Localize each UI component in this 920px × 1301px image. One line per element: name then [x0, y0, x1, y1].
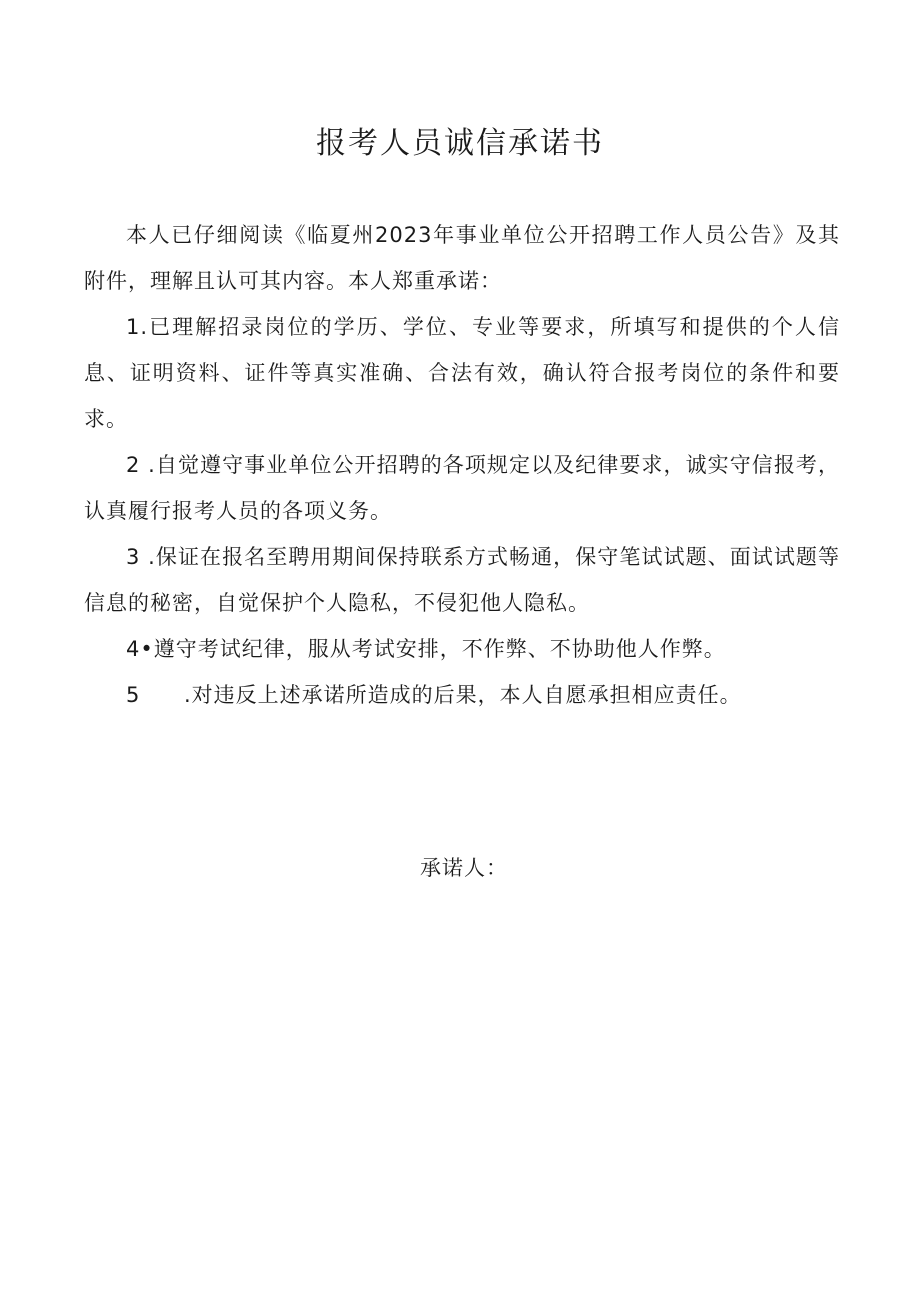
- item-number: 4•: [126, 637, 154, 661]
- item-text: .自觉遵守事业单位公开招聘的各项规定以及纪律要求，诚实守信报考，认真履行报考人员的各项义务。: [84, 453, 840, 523]
- item-number: 5: [126, 683, 141, 707]
- document-body: [84, 212, 840, 718]
- commitment-item-3: [84, 534, 840, 626]
- document-title: 报考人员诚信承诺书: [316, 126, 604, 161]
- item-text: 遵守考试纪律，服从考试安排，不作弊、不协助他人作弊。: [153, 637, 726, 661]
- item-number: 3: [126, 545, 141, 569]
- commitment-item-5: [84, 672, 840, 718]
- intro-paragraph: 本人已仔细阅读《临夏州2023年事业单位公开招聘工作人员公告》及其附件，理解且认可其内容。本人郑重承诺：: [84, 223, 840, 293]
- item-number: 1.: [126, 315, 149, 339]
- item-text: 已理解招录岗位的学历、学位、专业等要求，所填写和提供的个人信息、证明资料、证件等真实准确、合法有效，确认符合报考岗位的条件和要求。: [84, 315, 840, 431]
- item-text: .对违反上述承诺所造成的后果，本人自愿承担相应责任。: [184, 683, 742, 707]
- commitment-item-1: [84, 304, 840, 442]
- item-number: 2: [126, 453, 141, 477]
- commitment-item-4: [84, 626, 840, 672]
- item-text: .保证在报名至聘用期间保持联系方式畅通，保守笔试试题、面试试题等信息的秘密，自觉保护个人隐私，不侵犯他人隐私。: [84, 545, 840, 615]
- signer-label: 承诺人：: [420, 856, 508, 880]
- commitment-item-2: [84, 442, 840, 534]
